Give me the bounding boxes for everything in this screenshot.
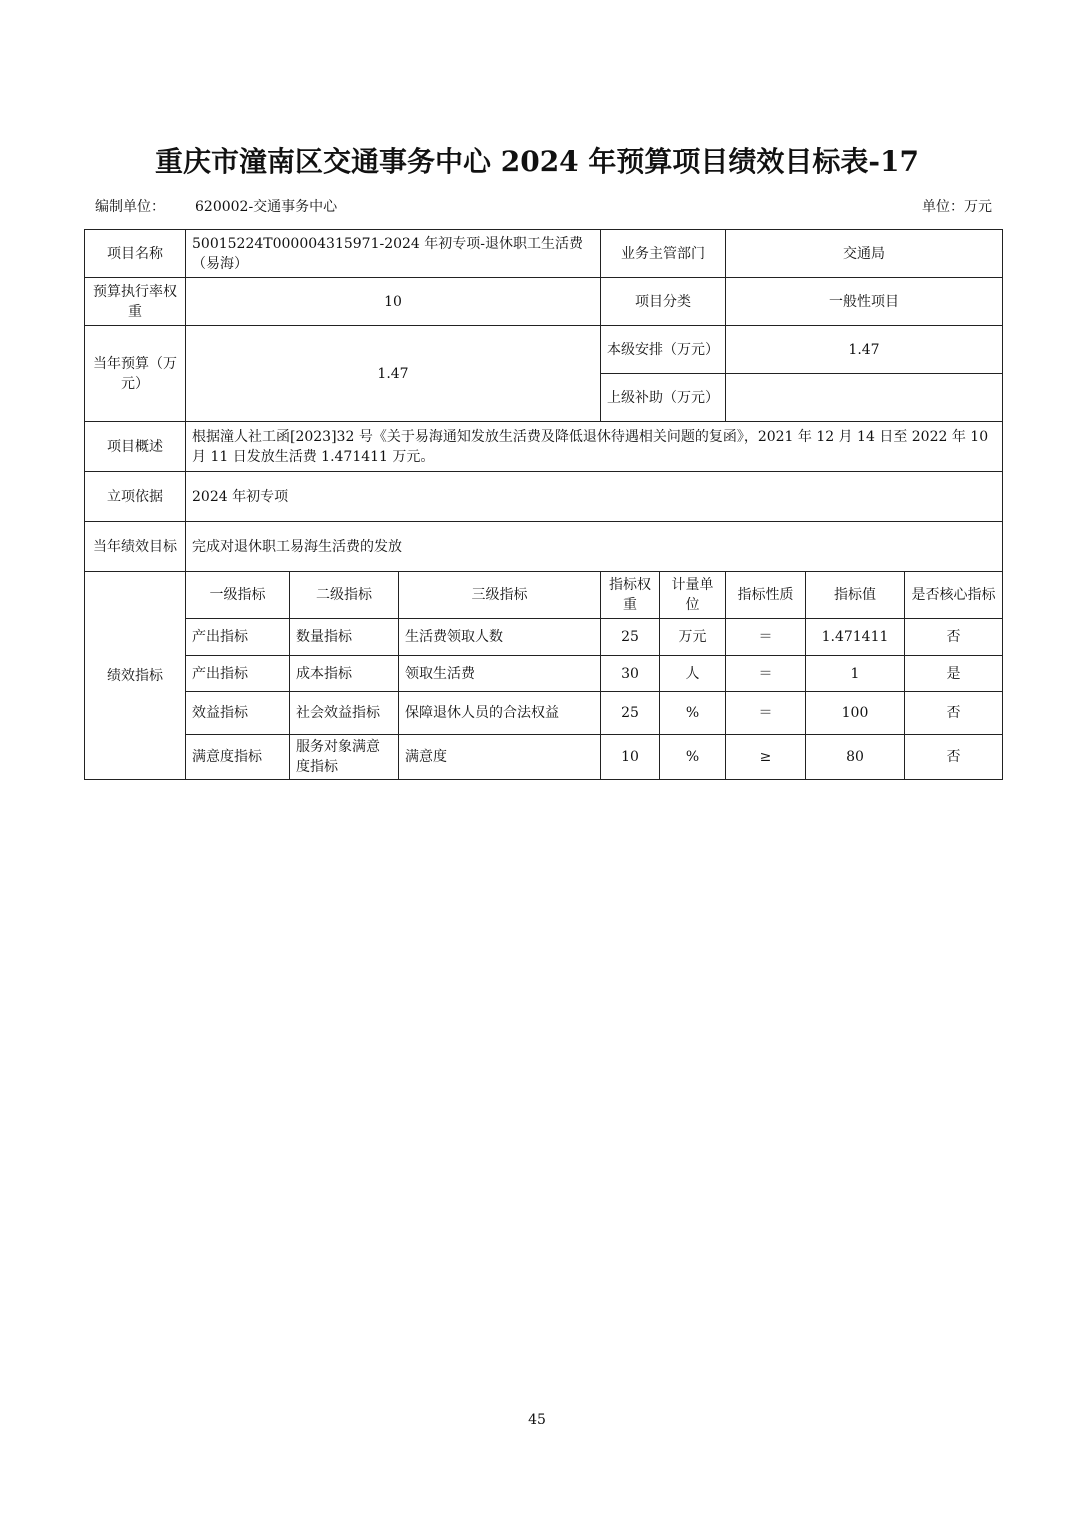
table-cell: 25 xyxy=(601,692,660,735)
table-cell: 80 xyxy=(806,735,905,780)
goal-value: 完成对退休职工易海生活费的发放 xyxy=(186,522,1003,572)
unit-label: 编制单位： xyxy=(95,199,165,215)
row-goal xyxy=(85,522,1003,572)
page-title: 重庆市潼南区交通事务中心 2024 年预算项目绩效目标表-17 xyxy=(154,145,919,178)
perf-header-cell: 二级指标 xyxy=(290,572,399,619)
perf-header-cell: 计量单位 xyxy=(660,572,726,619)
table-row xyxy=(85,656,1003,692)
table-row xyxy=(85,692,1003,735)
local-label: 本级安排（万元） xyxy=(601,326,726,374)
superior-label: 上级补助（万元） xyxy=(601,374,726,422)
perf-header-cell: 指标性质 xyxy=(726,572,806,619)
table-cell: % xyxy=(660,735,726,780)
meta-row xyxy=(95,196,992,218)
basis-value: 2024 年初专项 xyxy=(186,472,1003,522)
page-number: 45 xyxy=(528,1412,546,1428)
table-cell: 效益指标 xyxy=(186,692,290,735)
exec-weight-label: 预算执行率权重 xyxy=(85,278,186,326)
table-cell: 成本指标 xyxy=(290,656,399,692)
table-cell: ＝ xyxy=(726,656,806,692)
table-cell: 数量指标 xyxy=(290,619,399,656)
budget-label: 当年预算（万元） xyxy=(85,326,186,422)
table-cell: 领取生活费 xyxy=(399,656,601,692)
dept-value: 交通局 xyxy=(726,230,1003,278)
row-project-name xyxy=(85,230,1003,278)
table-cell: 生活费领取人数 xyxy=(399,619,601,656)
table-cell: 否 xyxy=(905,735,1003,780)
table-cell: 服务对象满意度指标 xyxy=(290,735,399,780)
local-value: 1.47 xyxy=(726,326,1003,374)
unit-info xyxy=(95,196,337,216)
table-row xyxy=(85,619,1003,656)
table-cell: ＝ xyxy=(726,692,806,735)
table-cell: 30 xyxy=(601,656,660,692)
unit-value: 620002-交通事务中心 xyxy=(195,199,338,215)
table-cell: ≥ xyxy=(726,735,806,780)
superior-value xyxy=(726,374,1003,422)
perf-header-cell: 三级指标 xyxy=(399,572,601,619)
table-cell: 满意度指标 xyxy=(186,735,290,780)
table-cell: 满意度 xyxy=(399,735,601,780)
row-overview xyxy=(85,422,1003,472)
table-cell: 100 xyxy=(806,692,905,735)
perf-header-row xyxy=(85,572,1003,619)
performance-table xyxy=(84,229,1003,780)
table-cell: ＝ xyxy=(726,619,806,656)
perf-header-cell: 指标权重 xyxy=(601,572,660,619)
overview-value: 根据潼人社工函[2023]32 号《关于易海通知发放生活费及降低退休待遇相关问题的复函》，2021 年 12 月 14 日至 2022 年 10 月 11 日发放生活费 1.471411 万元。 xyxy=(186,422,1003,472)
table-cell: 是 xyxy=(905,656,1003,692)
table-cell: 社会效益指标 xyxy=(290,692,399,735)
perf-header-cell: 是否核心指标 xyxy=(905,572,1003,619)
project-name-label: 项目名称 xyxy=(85,230,186,278)
table-cell: 否 xyxy=(905,619,1003,656)
table-cell: 1 xyxy=(806,656,905,692)
table-cell: 人 xyxy=(660,656,726,692)
table-cell: 否 xyxy=(905,692,1003,735)
dept-label: 业务主管部门 xyxy=(601,230,726,278)
category-label: 项目分类 xyxy=(601,278,726,326)
row-basis xyxy=(85,472,1003,522)
overview-label: 项目概述 xyxy=(85,422,186,472)
category-value: 一般性项目 xyxy=(726,278,1003,326)
table-cell: 25 xyxy=(601,619,660,656)
table-cell: 10 xyxy=(601,735,660,780)
goal-label: 当年绩效目标 xyxy=(85,522,186,572)
exec-weight-value: 10 xyxy=(186,278,601,326)
perf-label: 绩效指标 xyxy=(85,572,186,780)
table-cell: 保障退休人员的合法权益 xyxy=(399,692,601,735)
budget-value: 1.47 xyxy=(186,326,601,422)
perf-header-cell: 指标值 xyxy=(806,572,905,619)
project-name-value: 50015224T000004315971-2024 年初专项-退休职工生活费（易海） xyxy=(186,230,601,278)
table-cell: % xyxy=(660,692,726,735)
currency-unit: 单位：万元 xyxy=(922,199,992,215)
table-cell: 产出指标 xyxy=(186,656,290,692)
row-exec-weight xyxy=(85,278,1003,326)
table-cell: 产出指标 xyxy=(186,619,290,656)
perf-header-cell: 一级指标 xyxy=(186,572,290,619)
row-budget-local xyxy=(85,326,1003,374)
basis-label: 立项依据 xyxy=(85,472,186,522)
table-cell: 1.471411 xyxy=(806,619,905,656)
table-cell: 万元 xyxy=(660,619,726,656)
table-row xyxy=(85,735,1003,780)
